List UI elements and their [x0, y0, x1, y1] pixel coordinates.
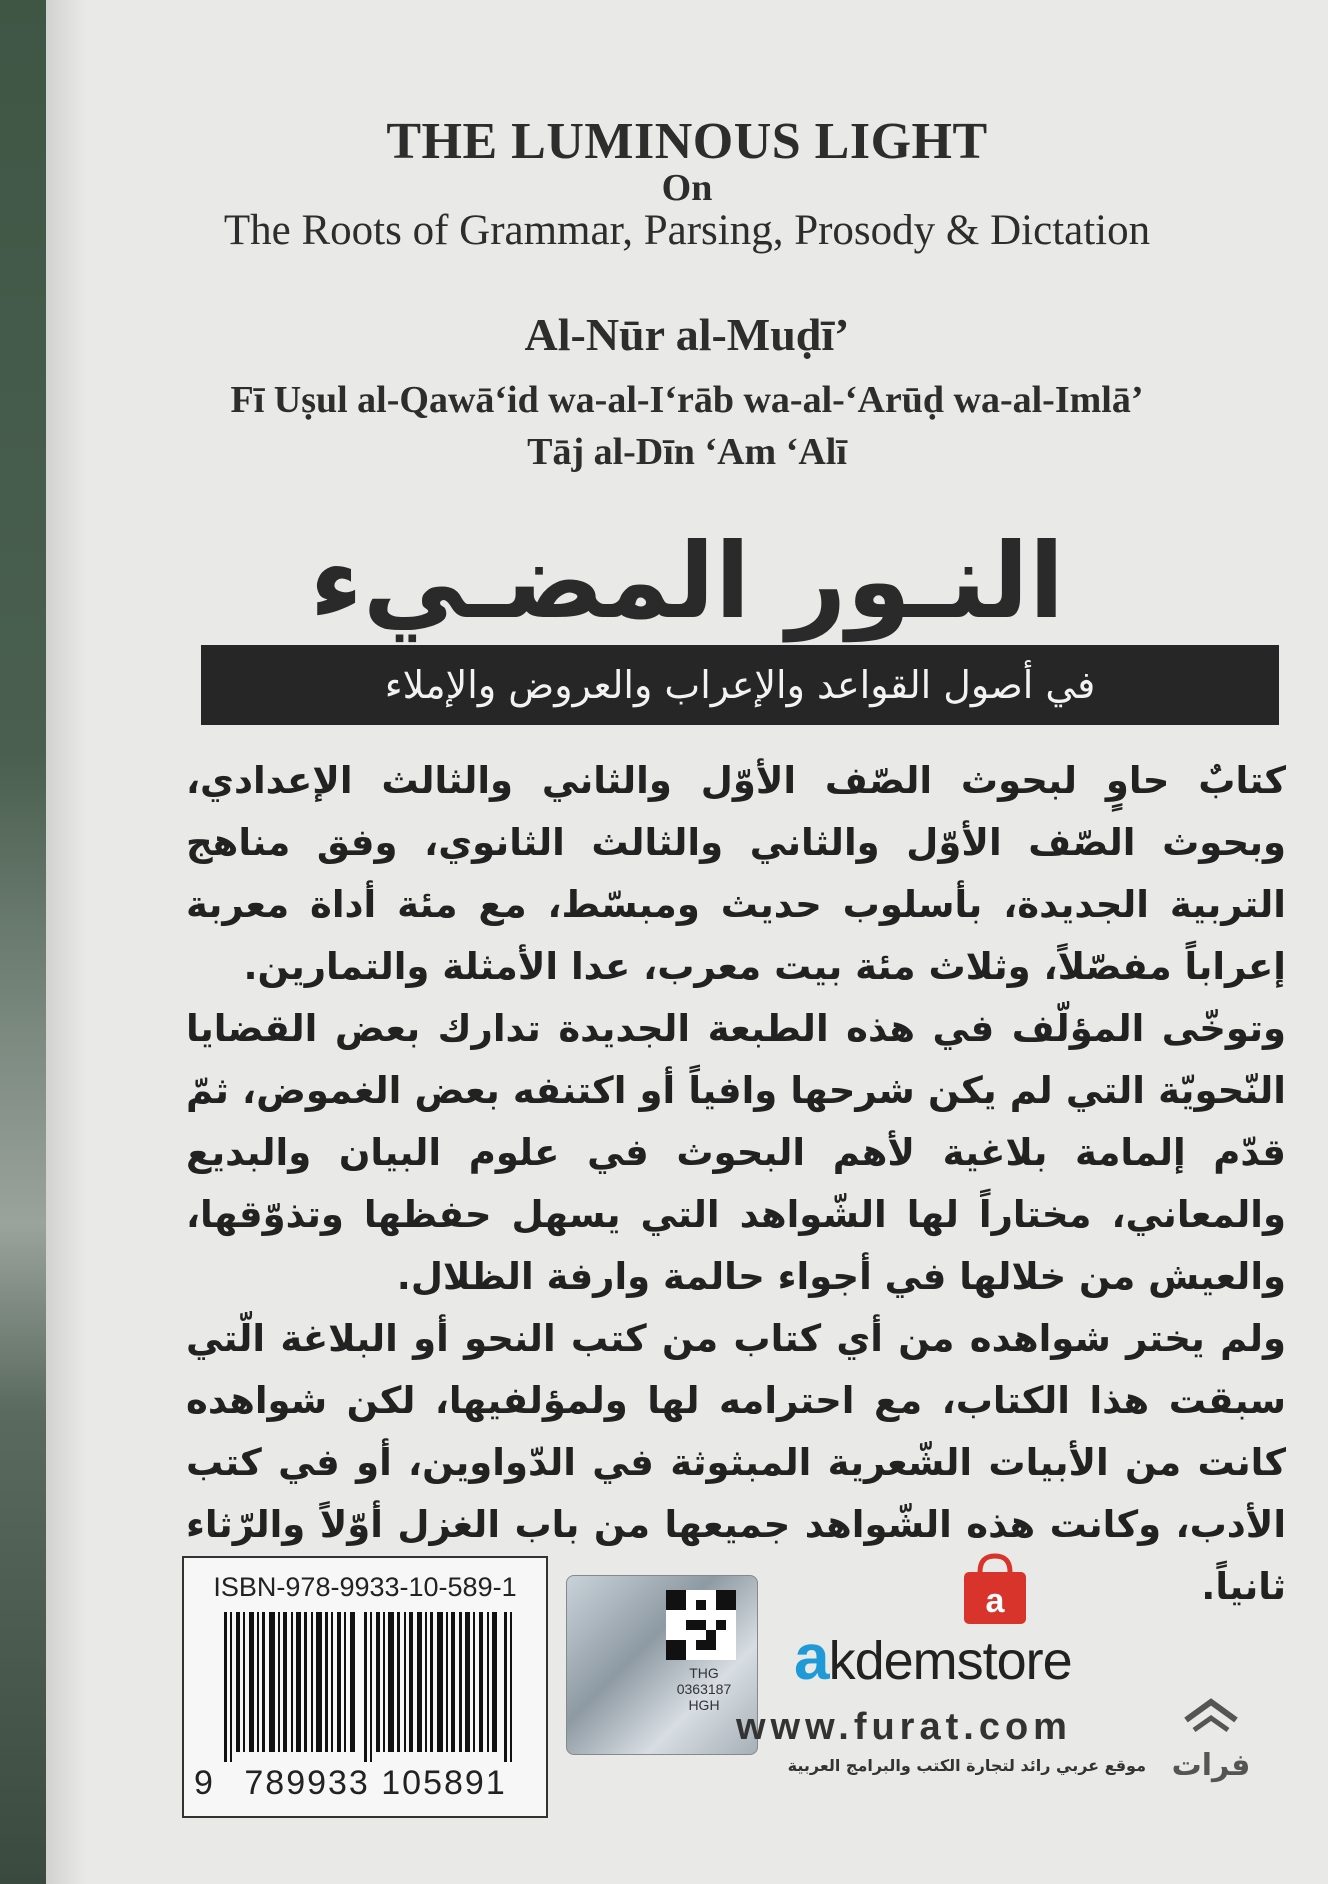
arabic-subtitle-band: في أصول القواعد والإعراب والعروض والإملاء	[201, 645, 1279, 725]
hologram-code: THG 0363187 HGH	[676, 1665, 732, 1713]
english-title: THE LUMINOUS LIGHT	[386, 113, 988, 170]
barcode-label	[182, 1556, 548, 1818]
akdemstore-logo: akdemstore	[794, 1621, 1072, 1693]
arabic-description	[186, 750, 1286, 1618]
furat-url: www.furat.com	[736, 1706, 1072, 1748]
arabic-title: النـور المضـيء	[309, 520, 1065, 642]
svg-text:فرات: فرات	[1171, 1748, 1251, 1783]
isbn-number: ISBN-978-9933-10-589-1	[213, 1572, 517, 1602]
book-spine	[0, 0, 46, 1884]
transliterated-subtitle: Fī Uṣul al-Qawā‘id wa-al-I‘rāb wa-al-‘Arūḍ wa-al-Imlā’	[230, 379, 1144, 421]
barcode-digits	[194, 1764, 536, 1803]
furat-logo-icon	[1166, 1690, 1256, 1790]
svg-text:a: a	[985, 1582, 1005, 1620]
author-name: Tāj al-Dīn ‘Am ‘Alī	[527, 431, 847, 473]
barcode-lead-digit: 9	[194, 1764, 215, 1802]
barcode-main-digits: 789933 105891	[244, 1764, 507, 1802]
description-paragraph: وتوخّى المؤلّف في هذه الطبعة الجديدة تدارك بعض القضايا النّحويّة التي لم يكن شرحها وافياً أو اكتنفه بعض الغموض، ثمّ قدّم إلمامة بلاغية لأهم البحوث في علوم البيان والبديع والمعاني، مختاراً لها الشّواهد التي يسهل حفظها وتذوّقها، والعيش من خلالها في أجواء حالمة وارفة الظلال.	[186, 1007, 1286, 1298]
shopping-bag-icon	[956, 1550, 1034, 1630]
back-cover	[46, 0, 1328, 1884]
english-title-on: On	[661, 167, 713, 209]
description-paragraph: ولم يختر شواهده من أي كتاب من كتب النحو أو البلاغة الّتي سبقت هذا الكتاب، مع احترامه لها ولمؤلفيها، لكن شواهده كانت من الأبيات الشّعرية المبثوثة في الدّواوين، أو في كتب الأدب، وكانت هذه الشّواهد جميعها من باب الغزل أوّلاً والرّثاء ثانياً.	[186, 1317, 1286, 1608]
furat-tagline: موقع عربي رائد لتجارة الكتب والبرامج العربية	[787, 1756, 1146, 1775]
description-paragraph: كتابٌ حاوٍ لبحوث الصّف الأوّل والثاني والثالث الإعدادي، وبحوث الصّف الأوّل والثاني والثالث الثانوي، وفق مناهج التربية الجديدة، بأسلوب حديث ومبسّط، مع مئة أداة معربة إعراباً مفصّلاً، وثلاث مئة بيت معرب، عدا الأمثلة والتمارين.	[186, 759, 1286, 988]
qr-code-icon	[666, 1590, 736, 1660]
english-subtitle: The Roots of Grammar, Parsing, Prosody & Dictation	[223, 207, 1151, 254]
barcode-icon	[224, 1612, 514, 1762]
transliterated-title: Al-Nūr al-Muḍī’	[524, 309, 850, 360]
